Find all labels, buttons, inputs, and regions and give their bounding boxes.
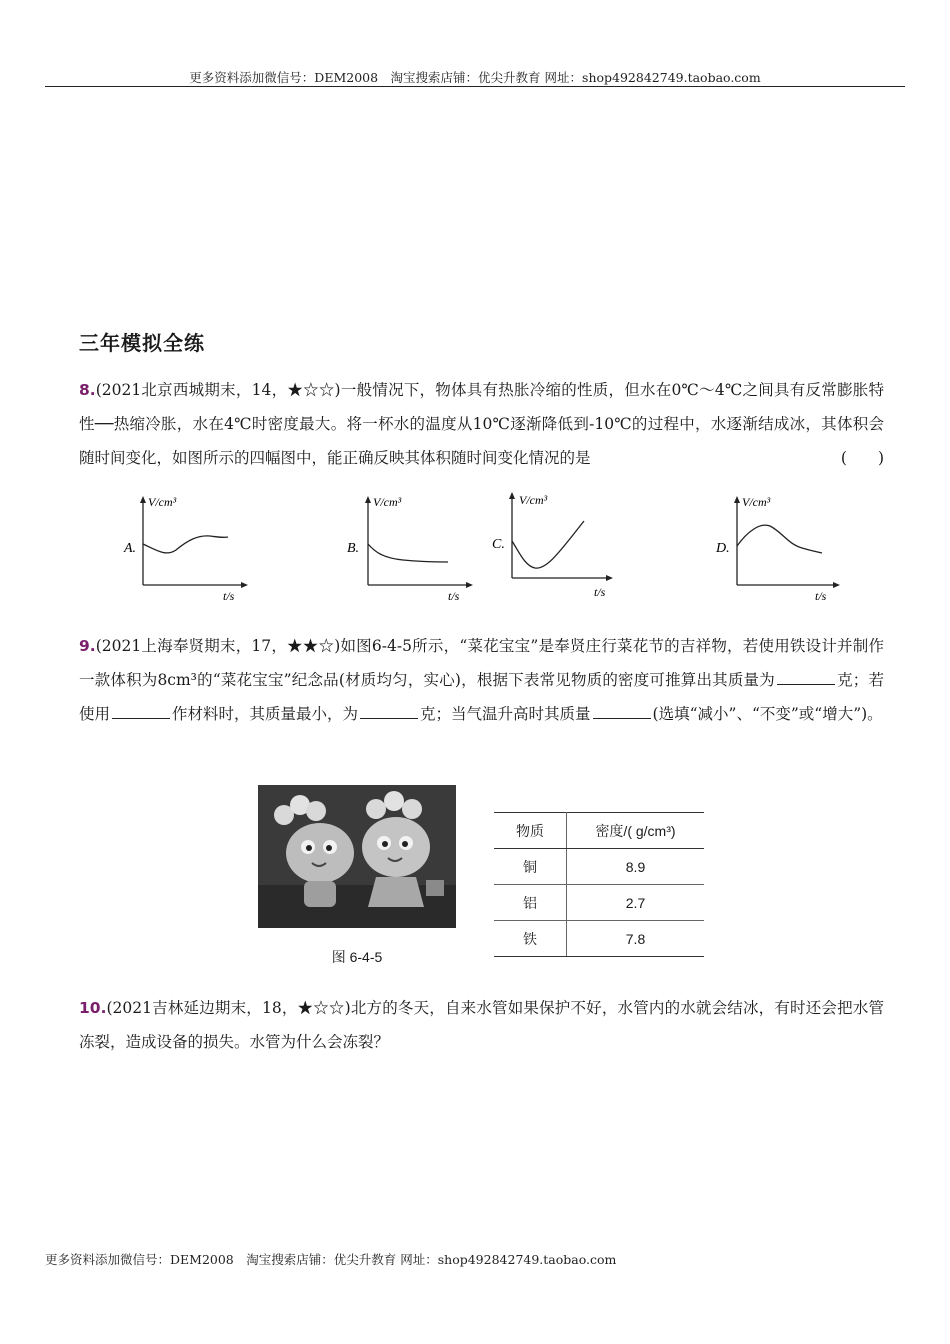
density-cell: 2.7 (567, 885, 705, 921)
y-axis-label: V/cm³ (742, 495, 771, 509)
volume-curve (737, 525, 822, 553)
question-text: (2021吉林延边期末，18，★☆☆)北方的冬天，自来水管如果保护不好，水管内的水就会结冰，有时还会把水管冻裂，造成设备的损失。水管为什么会冻裂？ (79, 999, 884, 1051)
question-text-part1: (2021上海奉贤期末，17，★★☆)如图6-4-5所示，“菜花宝宝”是奉贤庄行菜花节的吉祥物，若使用铁设计并制作一款体积为8cm³的“菜花宝宝”纪念品(材质均匀，实心)，根据下表常见物质的密度可推算出其质量为 (79, 637, 884, 689)
volume-curve (368, 544, 448, 562)
column-header: 物质 (494, 813, 567, 849)
question-number: 9. (79, 637, 96, 655)
question-text-part2: 克；若使用 (79, 671, 884, 723)
section-title: 三年模拟全练 (79, 331, 205, 355)
question-text-part3: 作材料时，其质量最小，为 (172, 705, 359, 723)
table-row (494, 849, 704, 885)
graph-option-b[interactable] (343, 490, 503, 609)
option-label: B. (347, 541, 360, 556)
question-10 (79, 991, 884, 1059)
material-cell: 铜 (494, 849, 567, 885)
material-cell: 铝 (494, 885, 567, 921)
table-row (494, 885, 704, 921)
page-header: 更多资料添加微信号：DEM2008 淘宝搜索店铺：优尖升教育 网址：shop492842749.taobao.com (189, 70, 761, 85)
y-axis-label: V/cm³ (519, 493, 548, 507)
table-header-row (494, 813, 704, 849)
answer-blank-2[interactable] (112, 702, 170, 719)
graph-option-d[interactable] (712, 490, 872, 609)
volume-curve (143, 536, 228, 553)
graph-option-c[interactable] (489, 486, 649, 605)
question-text: (2021北京西城期末，14，★☆☆)一般情况下，物体具有热胀冷缩的性质，但水在0℃～4℃之间具有反常膨胀特性──热缩冷胀，水在4℃时密度最大。将一杯水的温度从10℃逐渐降低到-10℃的过程中，水逐渐结成冰，其体积会随时间变化，如图所示的四幅图中，能正确反映其体积随时间变化情况的是 (79, 381, 884, 467)
answer-paren: ( ) (840, 449, 884, 467)
question-number: 10. (79, 999, 107, 1017)
question-text-part4: 克；当气温升高时其质量 (420, 705, 591, 723)
page-footer: 更多资料添加微信号：DEM2008 淘宝搜索店铺：优尖升教育 网址：shop492842749.taobao.com (45, 1252, 617, 1267)
x-axis-label: t/s (815, 589, 827, 603)
option-label: D. (716, 541, 730, 556)
answer-blank-4[interactable] (593, 702, 651, 719)
mascot-photo (258, 785, 456, 928)
material-cell: 铁 (494, 921, 567, 957)
option-label: C. (492, 537, 505, 552)
column-header: 密度/( g/cm³) (567, 813, 705, 849)
graph-option-a[interactable] (118, 490, 278, 609)
density-cell: 8.9 (567, 849, 705, 885)
table-row (494, 921, 704, 957)
x-axis-label: t/s (448, 589, 460, 603)
density-cell: 7.8 (567, 921, 705, 957)
answer-blank-1[interactable] (777, 668, 835, 685)
y-axis-label: V/cm³ (148, 495, 177, 509)
question-9 (79, 629, 884, 731)
density-table (494, 812, 704, 957)
option-label: A. (124, 541, 137, 556)
x-axis-label: t/s (594, 585, 606, 599)
header-divider (45, 86, 905, 87)
question-8 (79, 373, 884, 475)
volume-curve (512, 521, 584, 568)
x-axis-label: t/s (223, 589, 235, 603)
y-axis-label: V/cm³ (373, 495, 402, 509)
figure-caption: 图 6-4-5 (331, 949, 383, 965)
question-text-part5: (选填“减小”、“不变”或“增大”)。 (652, 705, 883, 723)
answer-blank-3[interactable] (360, 702, 418, 719)
question-number: 8. (79, 381, 96, 399)
